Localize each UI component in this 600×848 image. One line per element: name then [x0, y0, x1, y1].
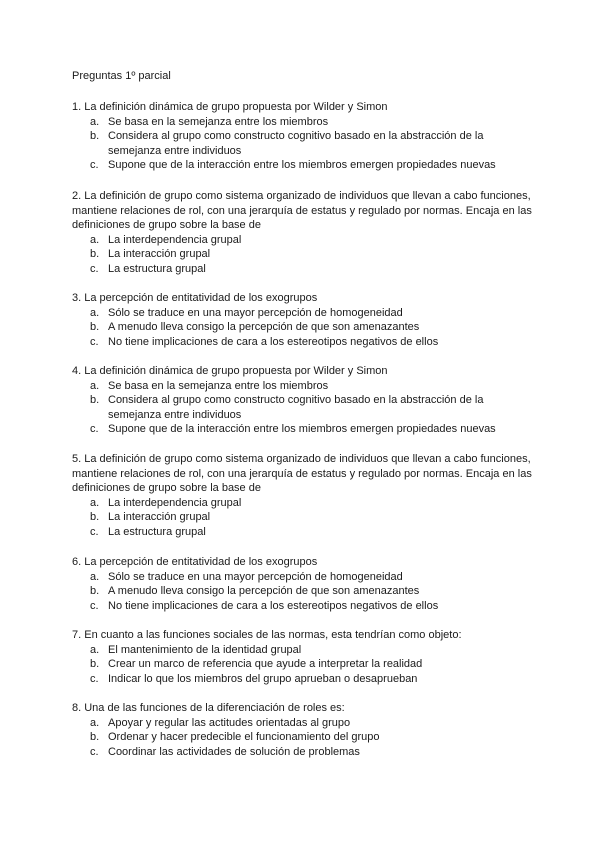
option-a: a. Se basa en la semejanza entre los miembros	[90, 379, 329, 392]
options-list	[72, 496, 532, 540]
options-list	[72, 379, 532, 437]
question-1	[72, 100, 532, 173]
option-b: b. Crear un marco de referencia que ayude a interpretar la realidad	[90, 658, 423, 671]
question-5	[72, 452, 532, 540]
option-a: a. Apoyar y regular las actitudes orientadas al grupo	[90, 716, 351, 729]
option-b: b. A menudo lleva consigo la percepción de que son amenazantes	[90, 321, 420, 334]
option-c: c. La estructura grupal	[90, 525, 206, 538]
options-list	[72, 570, 532, 614]
option-c: c. No tiene implicaciones de cara a los estereotipos negativos de ellos	[90, 599, 439, 612]
question-2	[72, 189, 532, 277]
option-b: b. Considera al grupo como constructo cognitivo basado en la abstracción de la semejanza entre individuos	[90, 130, 484, 157]
question-7	[72, 628, 532, 686]
question-6	[72, 555, 532, 613]
option-a: a. La interdependencia grupal	[90, 233, 242, 246]
question-stem: 1. La definición dinámica de grupo propuesta por Wilder y Simon	[72, 101, 388, 113]
option-c: c. No tiene implicaciones de cara a los estereotipos negativos de ellos	[90, 335, 439, 348]
question-stem: 5. La definición de grupo como sistema organizado de individuos que llevan a cabo funciones, mantiene relaciones de rol, con una jerarquía de estatus y regulado por normas. Encaja en las definiciones de grupo sobre la base de	[72, 453, 532, 495]
question-stem: 6. La percepción de entitatividad de los exogrupos	[72, 556, 318, 568]
question-stem: 2. La definición de grupo como sistema organizado de individuos que llevan a cabo funciones, mantiene relaciones de rol, con una jerarquía de estatus y regulado por normas. Encaja en las definiciones de grupo sobre la base de	[72, 190, 532, 232]
option-a: a. El mantenimiento de la identidad grupal	[90, 643, 302, 656]
option-a: a. Se basa en la semejanza entre los miembros	[90, 115, 329, 128]
option-a: a. La interdependencia grupal	[90, 496, 242, 509]
question-4	[72, 364, 532, 437]
question-stem: 8. Una de las funciones de la diferenciación de roles es:	[72, 702, 345, 714]
option-a: a. Sólo se traduce en una mayor percepción de homogeneidad	[90, 306, 403, 319]
question-3	[72, 291, 532, 349]
option-c: c. Indicar lo que los miembros del grupo aprueban o desaprueban	[90, 672, 418, 685]
question-stem: 7. En cuanto a las funciones sociales de las normas, esta tendrían como objeto:	[72, 629, 462, 641]
question-stem: 3. La percepción de entitatividad de los exogrupos	[72, 292, 318, 304]
option-c: c. Supone que de la interacción entre los miembros emergen propiedades nuevas	[90, 423, 496, 436]
options-list	[72, 716, 532, 760]
option-b: b. Considera al grupo como constructo cognitivo basado en la abstracción de la semejanza entre individuos	[90, 394, 484, 421]
question-8	[72, 701, 532, 759]
page-title: Preguntas 1º parcial	[72, 70, 171, 82]
option-a: a. Sólo se traduce en una mayor percepción de homogeneidad	[90, 570, 403, 583]
options-list	[72, 115, 532, 173]
option-c: c. Supone que de la interacción entre los miembros emergen propiedades nuevas	[90, 159, 496, 172]
option-b: b. A menudo lleva consigo la percepción de que son amenazantes	[90, 585, 420, 598]
options-list	[72, 233, 532, 277]
options-list	[72, 643, 532, 687]
option-c: c. Coordinar las actividades de solución de problemas	[90, 745, 360, 758]
option-b: b. La interacción grupal	[90, 248, 211, 261]
question-stem: 4. La definición dinámica de grupo propuesta por Wilder y Simon	[72, 365, 388, 377]
option-b: b. La interacción grupal	[90, 511, 211, 524]
options-list	[72, 306, 532, 350]
option-b: b. Ordenar y hacer predecible el funcionamiento del grupo	[90, 731, 380, 744]
option-c: c. La estructura grupal	[90, 262, 206, 275]
